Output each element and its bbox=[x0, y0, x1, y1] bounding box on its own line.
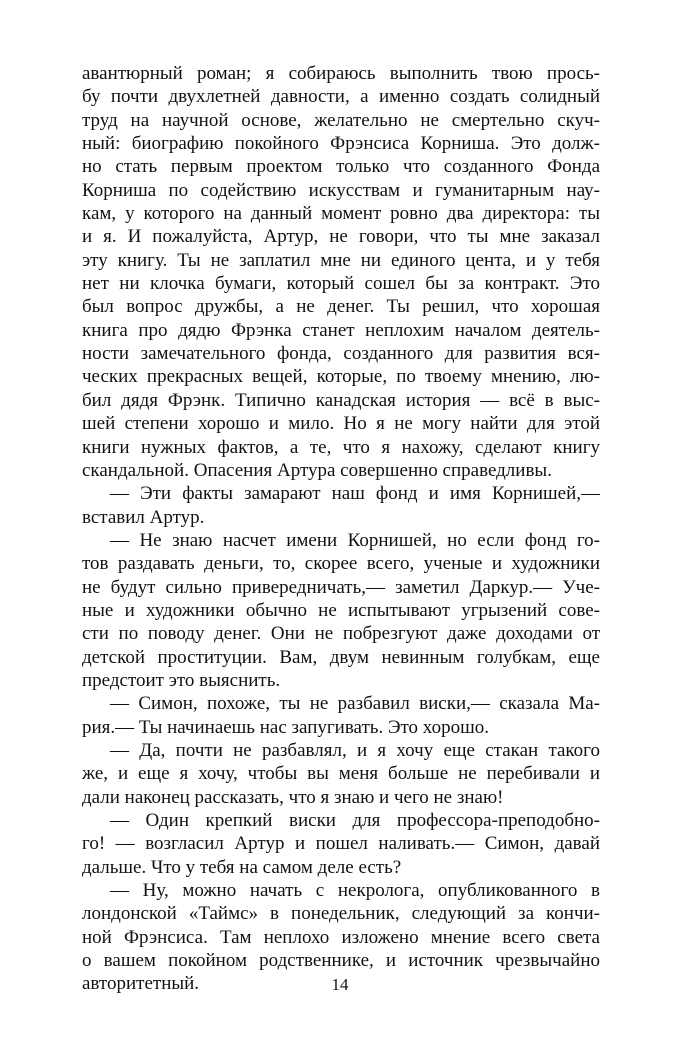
text-line: ческих прекрасных вещей, которые, по твоему мнению, лю- bbox=[82, 366, 600, 388]
text-line: книга про дядю Фрэнка станет неплохим началом деятель- bbox=[82, 319, 600, 341]
text-line: дальше. Что у тебя на самом деле есть? bbox=[82, 856, 402, 878]
text-line: авантюрный роман; я собираюсь выполнить твою прось- bbox=[82, 63, 600, 84]
text-line: кам, у которого на данный момент ровно два директора: ты bbox=[82, 203, 600, 225]
text-line: нет ни клочка бумаги, который сошел бы за контракт. Это bbox=[82, 273, 600, 295]
text-line: авторитетный. bbox=[82, 973, 200, 995]
text-line: но стать первым проектом только что созданного Фонда bbox=[82, 156, 600, 178]
text-line: — Один крепкий виски для профессора-преподобно- bbox=[110, 810, 600, 831]
text-line: — Ну, можно начать с некролога, опубликованного в bbox=[110, 880, 600, 902]
text-line: ные и художники обычно не испытывают угрызений сове- bbox=[82, 599, 600, 621]
text-line: дали наконец рассказать, что я знаю и чего не знаю! bbox=[82, 786, 504, 808]
text-line: бил дядя Фрэнк. Типично канадская история — всё в выс- bbox=[82, 389, 600, 411]
text-line: — Эти факты замарают наш фонд и имя Корнишей,— bbox=[110, 483, 600, 505]
text-line: о вашем покойном родственнике, и источник чрезвычайно bbox=[82, 950, 600, 972]
text-line: рия.— Ты начинаешь нас запугивать. Это хорошо. bbox=[82, 716, 489, 738]
text-line: не будут сильно привередничать,— заметил Даркур.— Уче- bbox=[82, 576, 600, 598]
text-line: лондонской «Таймс» в понедельник, следующий за кончи- bbox=[82, 903, 600, 925]
text-line: предстоит это выяснить. bbox=[82, 669, 281, 691]
text-line: шей степени хорошо и мило. Но я не могу найти для этой bbox=[82, 413, 600, 435]
text-line: бу почти двухлетней давности, а именно создать солидный bbox=[82, 86, 600, 108]
page-number: 14 bbox=[331, 975, 349, 994]
text-line: ности замечательного фонда, созданного для развития вся- bbox=[82, 343, 600, 365]
text-line: сти по поводу денег. Они не побрезгуют даже доходами от bbox=[82, 623, 600, 645]
text-line: — Симон, похоже, ты не разбавил виски,— сказала Ма- bbox=[110, 693, 600, 715]
text-line: ный: биографию покойного Фрэнсиса Корниша. Это долж- bbox=[82, 133, 600, 155]
text-line: го! — возгласил Артур и пошел наливать.— Симон, давай bbox=[82, 833, 600, 855]
text-line: книги нужных фактов, а те, что я нахожу, сделают книгу bbox=[82, 436, 600, 458]
body-text bbox=[82, 62, 600, 996]
text-line: — Не знаю насчет имени Корнишей, но если фонд го- bbox=[110, 529, 600, 551]
text-line: был вопрос дружбы, а не денег. Ты решил, что хорошая bbox=[82, 296, 600, 318]
text-line: тов раздавать деньги, то, скорее всего, ученые и художники bbox=[82, 553, 600, 575]
text-line: ной Фрэнсиса. Там неплохо изложено мнение всего света bbox=[82, 926, 600, 948]
text-line: эту книгу. Ты не заплатил мне ни единого цента, и у тебя bbox=[82, 249, 600, 271]
text-line: скандальной. Опасения Артура совершенно справедливы. bbox=[82, 459, 552, 481]
text-line: Корниша по содействию искусствам и гуманитарным нау- bbox=[82, 179, 600, 201]
text-line: труд на научной основе, желательно не смертельно скуч- bbox=[82, 109, 600, 131]
text-line: вставил Артур. bbox=[82, 506, 205, 528]
text-line: и я. И пожалуйста, Артур, не говори, что ты мне заказал bbox=[82, 226, 600, 248]
text-line: детской проституции. Вам, двум невинным голубкам, еще bbox=[82, 646, 600, 668]
text-line: — Да, почти не разбавлял, и я хочу еще стакан такого bbox=[110, 739, 600, 761]
text-line: же, и еще я хочу, чтобы вы меня больше не перебивали и bbox=[82, 763, 600, 785]
